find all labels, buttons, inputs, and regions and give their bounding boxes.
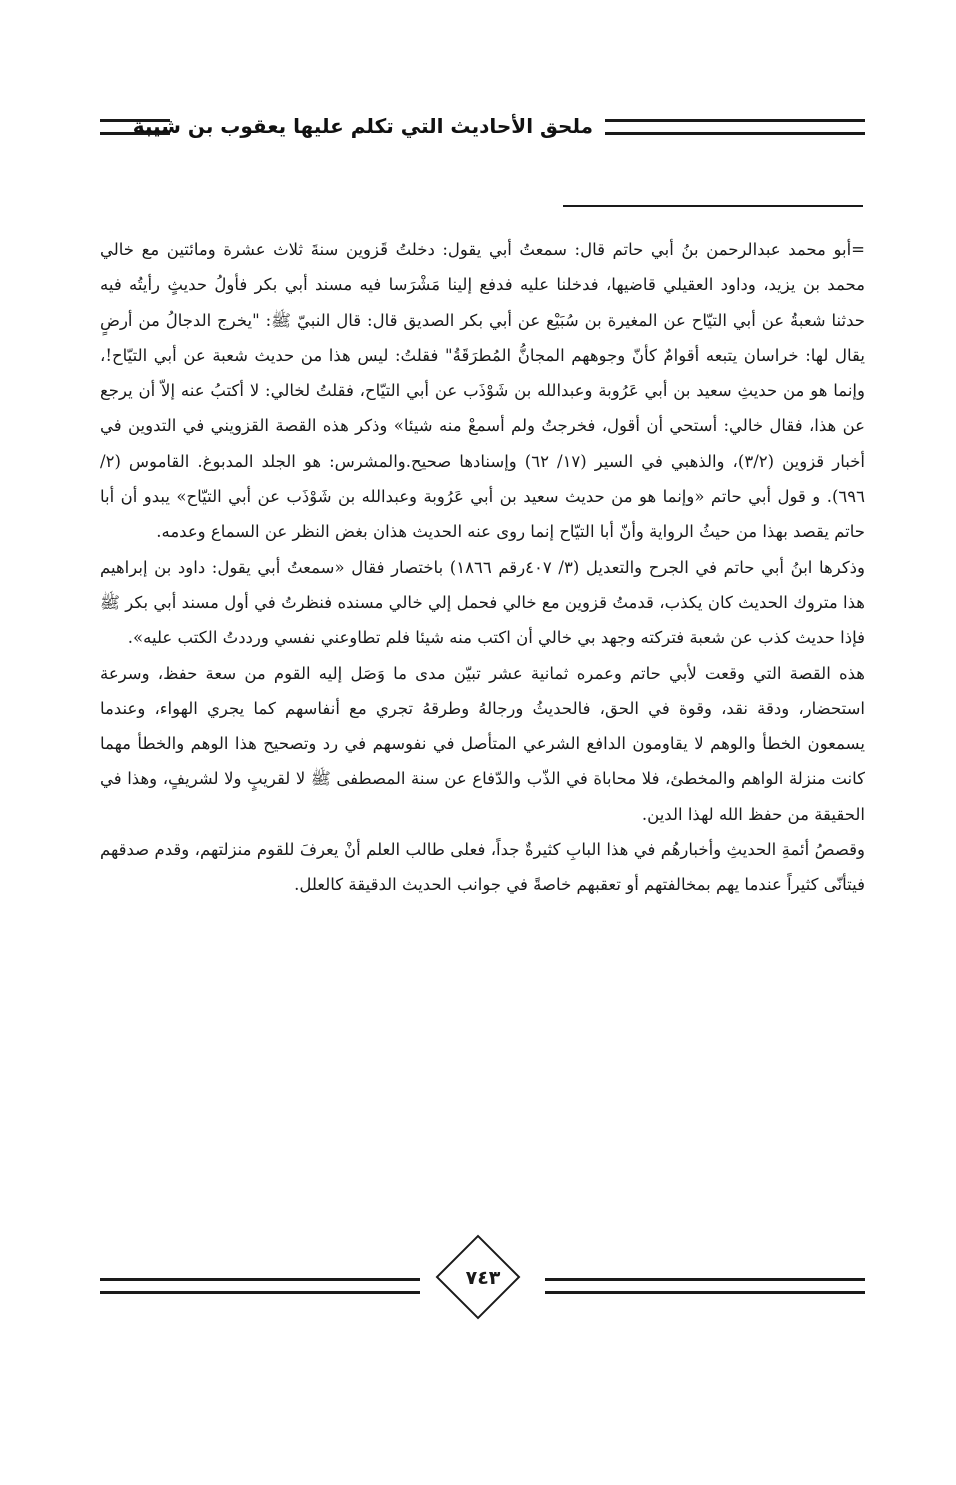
footnote-separator <box>563 205 863 207</box>
body-text <box>100 232 865 903</box>
page-number: ٧٤٣ <box>465 1267 501 1289</box>
paragraph: =أبو محمد عبدالرحمن بنُ أبي حاتم قال: سمعتُ أبي يقول: دخلتُ قَزوين سنةَ ثلاث عشرة ومائتين مع خالي محمد بن يزيد، وداود العقيلي قاضيها، فدخلنا عليه فدفع إلينا مَشْرَسا فيه مسند أبي بكر فأولُ حديثٍ رأيتُه فيه حدثنا شعبةُ عن أبي التيّاح عن المغيرة بن سُبَيْع عن أبي بكر الصديق قال: قال النبيّ ﷺ: "يخرج الدجالُ من أرضٍ يقال لها: خراسان يتبعه أقوامٌ كأنّ وجوههم المجانُّ المُطرَقَةُ" فقلتُ: ليس هذا من حديث شعبة عن أبي التيّاح!، وإنما هو من حديثِ سعيد بن أبي عَرُوبة وعبدالله بن شَوْذَب عن أبي التيّاح، فقلتُ لخالي: لا أكتبُ عنه إلاّ أن يرجع عن هذا، فقال خالي: أستحي أن أقول، فخرجتُ ولم أسمعْ منه شيئا» وذكر هذه القصة القزويني في التدوين في أخبار قزوين (٣/٢)، والذهبي في السير (١٧/ ٦٢) وإسنادها صحيح.والمشرس: هو الجلد المدبوغ. القاموس (٢/ ٦٩٦). و قول أبي حاتم «وإنما هو من حديث سعيد بن أبي عَرُوبة وعبدالله بن شَوْذَب عن أبي التيّاح» يبدو أن أبا حاتم يقصد بهذا من حيثُ الرواية وأنّ أبا التيّاح إنما روى عنه الحديث هذان بغض النظر عن السماع وعدمه. <box>100 240 865 542</box>
header-title: ملحق الأحاديث التي تكلم عليها يعقوب بن شيبة <box>132 114 593 138</box>
running-header <box>100 110 865 146</box>
paragraph: هذه القصة التي وقعت لأبي حاتم وعمره ثمانية عشر تبيّن مدى ما وَصَل إليه القوم من سعة حفظ، وسرعة استحضار، ودقة نقد، وقوة في الحق، فالحديثُ ورجالهُ وطرقهُ تجري مع أنفاسهم كما يجري الهواء، وعندما يسمعون الخطأ والوهم لا يقاومون الدافع الشرعي المتأصل في نفوسهم في رد وتصحيح هذا الوهم والخطأ مهما كانت منزلة الواهم والمخطئ، فلا محاباة في الذّب والدّفاع عن سنة المصطفى ﷺ لا لقريبٍ ولا لشريفٍ، وهذا في الحقيقة من حفظ الله لهذا الدين. <box>100 663 865 824</box>
page-footer <box>100 1253 865 1323</box>
footer-rule-left <box>100 1278 420 1294</box>
footer-rule-right <box>545 1278 865 1294</box>
paragraph: وذكرها ابنُ أبي حاتم في الجرح والتعديل (٣/ ٤٠٧رقم ١٨٦٦) باختصار فقال «سمعتُ أبي يقول: داود بن إبراهيم هذا متروك الحديث كان يكذب، قدمتُ قزوين مع خالي فحمل إلي خالي مسنده فنظرتُ في أول مسند أبي بكر ﷺ فإذا حديث كذب عن شعبة فتركته وجهد بي خالي أن اكتب منه شيئا فلم تطاوعني نفسي ورددتُ الكتب عليه». <box>100 557 865 648</box>
paragraph: وقصصُ أئمةِ الحديثِ وأخبارهُم في هذا البابِ كثيرةٌ جداً، فعلى طالب العلم أنْ يعرفَ للقوم منزلتهم، وقدم صدقهم فيتأنّى كثيراً عندما يهم بمخالفتهم أو تعقبهم خاصةً في جوانب الحديث الدقيقة كالعلل. <box>100 840 865 895</box>
header-rule-right <box>605 119 865 135</box>
